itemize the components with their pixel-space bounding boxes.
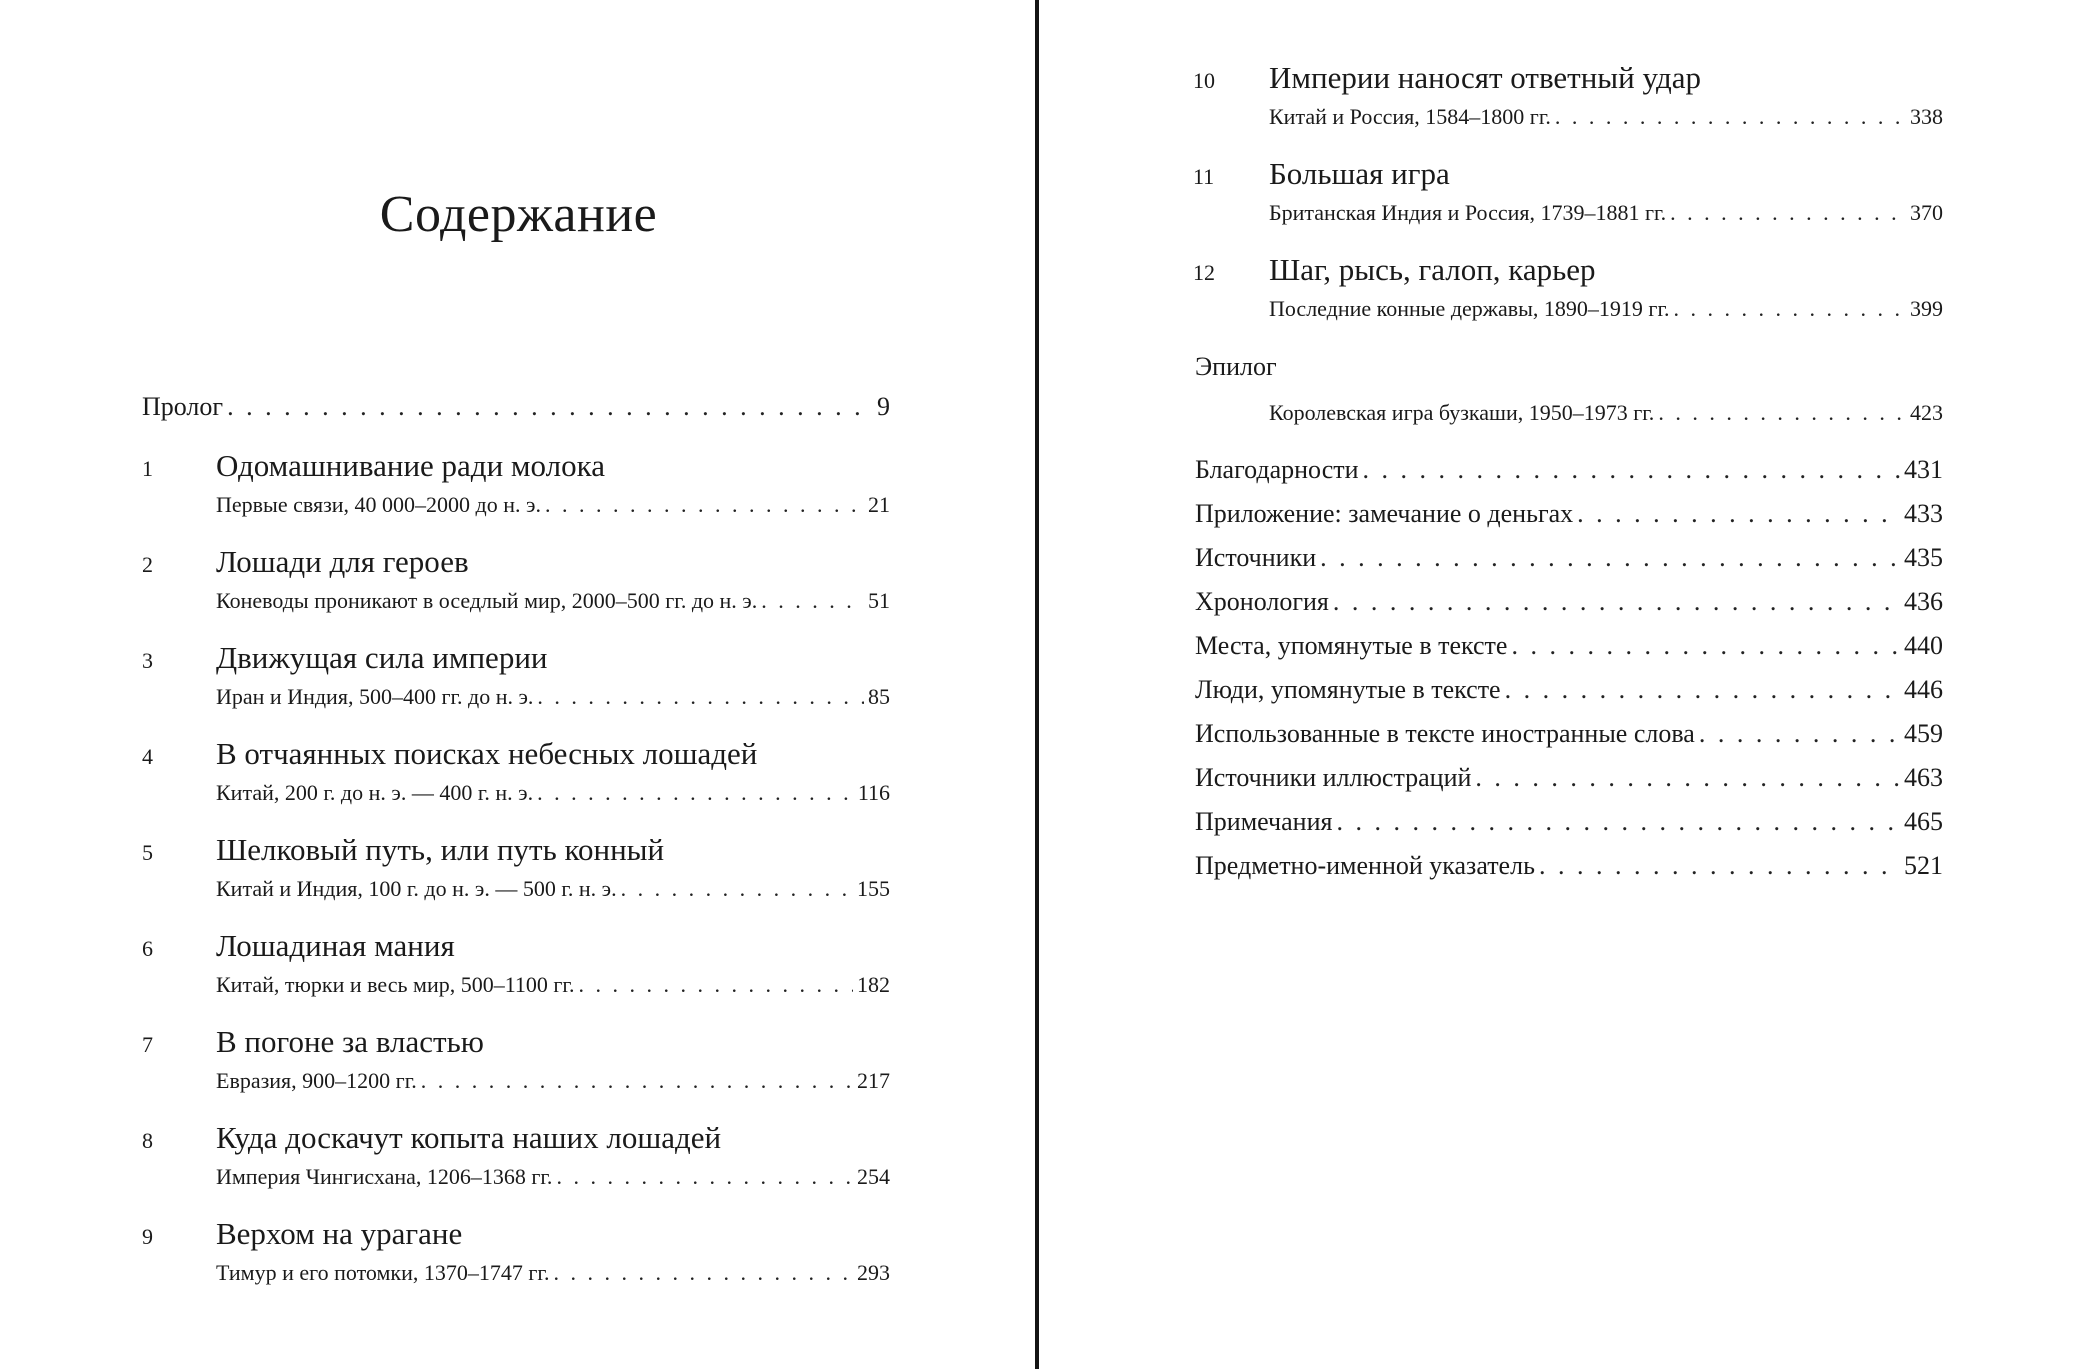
chapter-number: 11 [1193, 164, 1215, 189]
toc-page-number: 436 [1904, 587, 1943, 616]
dot-leader [1475, 761, 1900, 795]
chapter-title: В отчаянных поисках небесных лошадей [216, 736, 758, 771]
chapter-subtitle: Иран и Индия, 500–400 гг. до н. э. [216, 684, 534, 709]
toc-back-matter-item[interactable] [1195, 497, 1943, 531]
toc-page-number: 338 [1910, 104, 1943, 129]
chapter-number: 3 [142, 648, 153, 673]
toc-back-matter-item[interactable] [1195, 541, 1943, 575]
toc-page-number: 254 [857, 1164, 890, 1189]
toc-page-number: 459 [1904, 719, 1943, 748]
toc-back-matter-item[interactable] [1195, 761, 1943, 795]
dot-leader [1673, 294, 1906, 324]
chapter-subtitle: Империя Чингисхана, 1206–1368 гг. [216, 1164, 553, 1189]
chapter-subtitle-line [216, 1066, 890, 1096]
chapter-title: Верхом на урагане [216, 1216, 463, 1251]
dot-leader [1555, 102, 1906, 132]
toc-back-matter-item[interactable] [1195, 673, 1943, 707]
chapter-subtitle: Последние конные державы, 1890–1919 гг. [1269, 296, 1670, 321]
dot-leader [1658, 398, 1906, 428]
toc-back-matter-item[interactable] [1195, 453, 1943, 487]
toc-back-matter-item[interactable] [1195, 629, 1943, 663]
chapter-number: 6 [142, 936, 153, 961]
dot-leader [553, 1258, 853, 1288]
chapter-subtitle: Коневоды проникают в оседлый мир, 2000–500 гг. до н. э. [216, 588, 758, 613]
toc-page-number: 423 [1910, 400, 1943, 425]
chapter-title: Одомашнивание ради молока [216, 448, 605, 483]
toc-entry-label: Источники иллюстраций [1195, 763, 1472, 792]
toc-page-number: 21 [868, 492, 890, 517]
dot-leader [1511, 629, 1900, 663]
toc-entry-label: Источники [1195, 543, 1317, 572]
chapter-subtitle-line [1269, 294, 1943, 324]
toc-page-number: 370 [1910, 200, 1943, 225]
chapter-title: Большая игра [1269, 156, 1450, 191]
toc-page-number: 155 [857, 876, 890, 901]
dot-leader [1699, 717, 1900, 751]
toc-page-number: 217 [857, 1068, 890, 1093]
toc-page-number: 51 [868, 588, 890, 613]
toc-page-number: 521 [1904, 851, 1943, 880]
toc-page-number: 446 [1904, 675, 1943, 704]
toc-back-matter-item[interactable] [1195, 805, 1943, 839]
chapter-subtitle-line [216, 490, 890, 520]
chapter-subtitle: Китай и Индия, 100 г. до н. э. — 500 г. н. э. [216, 876, 617, 901]
toc-page-number: 440 [1904, 631, 1943, 660]
toc-entry-label: Хронология [1195, 587, 1329, 616]
dot-leader [537, 682, 864, 712]
epilogue-subtitle: Королевская игра бузкаши, 1950–1973 гг. [1269, 400, 1655, 425]
toc-entry-label: Предметно-именной указатель [1195, 851, 1535, 880]
chapter-title: Шаг, рысь, галоп, карьер [1269, 252, 1596, 287]
chapter-number: 2 [142, 552, 153, 577]
toc-page-number: 182 [857, 972, 890, 997]
toc-entry-label: Использованные в тексте иностранные слова [1195, 719, 1695, 748]
dot-leader [545, 490, 864, 520]
chapter-subtitle: Британская Индия и Россия, 1739–1881 гг. [1269, 200, 1667, 225]
chapter-subtitle: Евразия, 900–1200 гг. [216, 1068, 417, 1093]
chapter-subtitle-line [216, 586, 890, 616]
chapter-subtitle: Китай, 200 г. до н. э. — 400 г. н. э. [216, 780, 534, 805]
toc-back-matter-item[interactable] [1195, 849, 1943, 883]
toc-back-matter-item[interactable] [1195, 585, 1943, 619]
chapter-title: Лошадиная мания [216, 928, 455, 963]
epilogue-subtitle-line [1269, 398, 1943, 428]
chapter-subtitle-line [216, 682, 890, 712]
toc-entry-label: Благодарности [1195, 455, 1359, 484]
chapter-subtitle: Китай, тюрки и весь мир, 500–1100 гг. [216, 972, 575, 997]
dot-leader [1333, 585, 1900, 619]
chapter-subtitle-line [1269, 102, 1943, 132]
toc-page-number: 465 [1904, 807, 1943, 836]
toc-entry-label: Места, упомянутые в тексте [1195, 631, 1508, 660]
toc-page-number: 435 [1904, 543, 1943, 572]
chapter-subtitle-line [1269, 198, 1943, 228]
chapter-number: 10 [1193, 68, 1215, 93]
toc-page-number: 463 [1904, 763, 1943, 792]
chapter-subtitle-line [216, 970, 890, 1000]
chapter-number: 5 [142, 840, 153, 865]
dot-leader [227, 390, 873, 424]
chapter-title: Движущая сила империи [216, 640, 548, 675]
toc-page-number: 116 [857, 780, 890, 805]
dot-leader [1670, 198, 1906, 228]
chapter-number: 8 [142, 1128, 153, 1153]
page-title: Содержание [379, 186, 658, 243]
dot-leader [421, 1066, 853, 1096]
dot-leader [1505, 673, 1900, 707]
dot-leader [537, 778, 854, 808]
toc-entry-label: Примечания [1195, 807, 1333, 836]
toc-entry-label: Приложение: замечание о деньгах [1195, 499, 1574, 528]
chapter-title: Куда доскачут копыта наших лошадей [216, 1120, 722, 1155]
toc-page-number: 85 [868, 684, 890, 709]
toc-page-number: 399 [1910, 296, 1943, 321]
chapter-number: 4 [142, 744, 153, 769]
toc-entry-label: Люди, упомянутые в тексте [1195, 675, 1501, 704]
chapter-subtitle: Первые связи, 40 000–2000 до н. э. [216, 492, 541, 517]
toc-page-number: 9 [877, 392, 890, 421]
chapter-number: 9 [142, 1224, 153, 1249]
page-gutter [1035, 0, 1039, 1369]
toc-back-matter-item[interactable] [1195, 717, 1943, 751]
dot-leader [578, 970, 853, 1000]
chapter-subtitle-line [216, 1162, 890, 1192]
toc-page-number: 431 [1904, 455, 1943, 484]
dot-leader [1320, 541, 1900, 575]
toc-entry-prologue[interactable] [142, 390, 890, 424]
chapter-number: 7 [142, 1032, 153, 1057]
chapter-title: Лошади для героев [216, 544, 469, 579]
chapter-subtitle: Китай и Россия, 1584–1800 гг. [1269, 104, 1551, 129]
chapter-title: Шелковый путь, или путь конный [216, 832, 665, 867]
chapter-title: Империи наносят ответный удар [1269, 60, 1702, 95]
dot-leader [556, 1162, 853, 1192]
dot-leader [1577, 497, 1900, 531]
dot-leader [1336, 805, 1900, 839]
chapter-subtitle-line [216, 778, 890, 808]
right-page [1041, 0, 2073, 1369]
chapter-subtitle-line [216, 874, 890, 904]
toc-page-number: 433 [1904, 499, 1943, 528]
chapter-subtitle-line [216, 1258, 890, 1288]
chapter-number: 12 [1193, 260, 1215, 285]
dot-leader [761, 586, 864, 616]
dot-leader [1363, 453, 1900, 487]
chapter-number: 1 [142, 456, 153, 481]
toc-page-number: 293 [857, 1260, 890, 1285]
epilogue-label: Эпилог [1195, 352, 1277, 381]
chapter-title: В погоне за властью [216, 1024, 484, 1059]
chapter-subtitle: Тимур и его потомки, 1370–1747 гг. [216, 1260, 550, 1285]
dot-leader [621, 874, 853, 904]
toc-entry-label: Пролог [142, 392, 224, 421]
dot-leader [1539, 849, 1900, 883]
